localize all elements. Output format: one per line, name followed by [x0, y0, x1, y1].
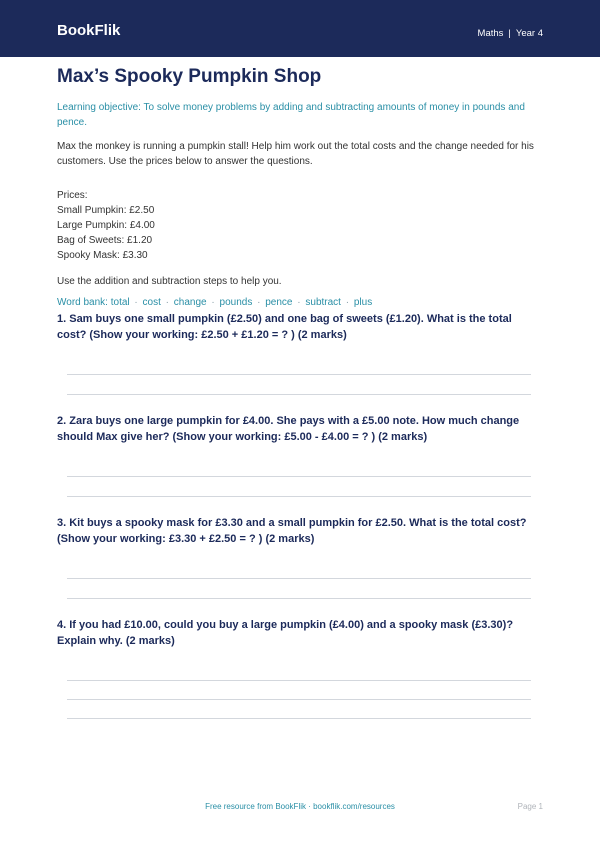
subject-year-label	[478, 28, 543, 39]
answer-line[interactable]	[67, 374, 531, 375]
word-bank-word: total	[110, 297, 130, 308]
page-number: Page 1	[517, 802, 543, 811]
word-separator: ·	[297, 297, 301, 308]
question-text: 3. Kit buys a spooky mask for £3.30 and a small pumpkin for £2.50. What is the total cost? (Show your working: £3.30 + £2.50 = ? ) (2 marks)	[57, 517, 527, 545]
question-text: 2. Zara buys one large pumpkin for £4.00. She pays with a £5.00 note. How much change should Max give her? (Show your working: £5.00 - £4.00 = ? ) (2 marks)	[57, 415, 520, 443]
subject-label: Maths	[477, 28, 504, 39]
year-label: Year 4	[515, 28, 543, 39]
word-bank-word: change	[173, 297, 207, 308]
answer-line[interactable]	[67, 394, 531, 395]
answer-line[interactable]	[67, 680, 531, 681]
meta-separator: |	[508, 28, 511, 39]
footer-text: Free resource from BookFlik · bookflik.com/resources	[205, 802, 395, 811]
word-separator: ·	[211, 297, 215, 308]
steps-instruction: Use the addition and subtraction steps to help you.	[57, 276, 282, 287]
answer-line[interactable]	[67, 699, 531, 700]
answer-line[interactable]	[67, 718, 531, 719]
word-bank-word: plus	[353, 297, 373, 308]
question-text: 4. If you had £10.00, could you buy a large pumpkin (£4.00) and a spooky mask (£3.30)? Explain why. (2 marks)	[57, 619, 514, 647]
word-bank-word: pence	[265, 297, 293, 308]
word-bank-word: cost	[142, 297, 161, 308]
header-bar	[0, 0, 600, 57]
question-text: 1. Sam buys one small pumpkin (£2.50) and one bag of sweets (£1.20). What is the total cost? (Show your working: £2.50 + £1.20 = ? ) (2 marks)	[57, 313, 512, 341]
question-2	[57, 413, 543, 445]
answer-line[interactable]	[67, 598, 531, 599]
price-item: Large Pumpkin: £4.00	[57, 220, 155, 231]
prices-heading: Prices:	[57, 190, 88, 201]
word-bank	[57, 295, 543, 310]
answer-line[interactable]	[67, 578, 531, 579]
word-separator: ·	[165, 297, 170, 308]
worksheet-intro	[57, 66, 543, 310]
word-separator: ·	[134, 297, 138, 308]
answer-line[interactable]	[67, 496, 531, 497]
word-separator: ·	[345, 297, 350, 308]
word-bank-label: Word bank:	[57, 297, 108, 308]
word-bank-word: pounds	[219, 297, 253, 308]
price-list	[57, 188, 543, 263]
question-3	[57, 515, 543, 547]
price-item: Small Pumpkin: £2.50	[57, 205, 155, 216]
price-item: Bag of Sweets: £1.20	[57, 235, 153, 246]
intro-text: Max the monkey is running a pumpkin stall! Help him work out the total costs and the change needed for his customers. Use the prices below to answer the questions.	[57, 141, 534, 167]
question-1	[57, 311, 543, 343]
price-item: Spooky Mask: £3.30	[57, 250, 148, 261]
learning-objective: Learning objective: To solve money problems by adding and subtracting amounts of money in pounds and pence.	[57, 102, 525, 128]
word-separator: ·	[257, 297, 261, 308]
page-title: Max’s Spooky Pumpkin Shop	[57, 66, 322, 87]
answer-line[interactable]	[67, 476, 531, 477]
question-4	[57, 617, 543, 649]
word-bank-word: subtract	[305, 297, 341, 308]
brand-logo: BookFlik	[57, 22, 121, 39]
